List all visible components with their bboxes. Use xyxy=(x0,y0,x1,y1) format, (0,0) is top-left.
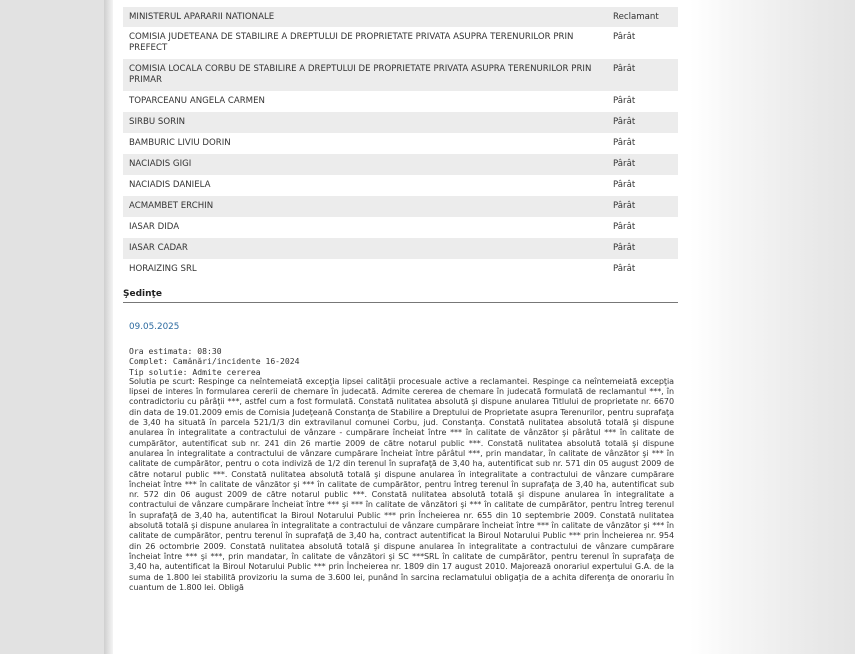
party-row xyxy=(123,175,678,196)
party-role: Pârât xyxy=(607,217,678,238)
party-role: Pârât xyxy=(607,91,678,112)
party-name: COMISIA JUDETEANA DE STABILIRE A DREPTULUI DE PROPRIETATE PRIVATA ASUPRA TERENURILOR PRIN PREFECT xyxy=(123,27,607,59)
hearing-entry xyxy=(123,322,678,593)
party-role: Pârât xyxy=(607,59,678,91)
party-row xyxy=(123,133,678,154)
party-role: Pârât xyxy=(607,27,678,59)
party-role: Pârât xyxy=(607,154,678,175)
party-row xyxy=(123,259,678,280)
party-name: BAMBURIC LIVIU DORIN xyxy=(123,133,607,154)
party-name: ACMAMBET ERCHIN xyxy=(123,196,607,217)
party-name: IASAR DIDA xyxy=(123,217,607,238)
party-role: Pârât xyxy=(607,259,678,280)
party-role: Pârât xyxy=(607,196,678,217)
party-row xyxy=(123,91,678,112)
hearing-date: 09.05.2025 xyxy=(129,322,180,332)
party-name: NACIADIS DANIELA xyxy=(123,175,607,196)
party-name: SIRBU SORIN xyxy=(123,112,607,133)
party-role: Pârât xyxy=(607,238,678,259)
party-name: TOPARCEANU ANGELA CARMEN xyxy=(123,91,607,112)
hearings-section-title: Şedinţe xyxy=(123,289,678,303)
party-row xyxy=(123,217,678,238)
right-background-strip xyxy=(690,0,855,654)
left-background-strip xyxy=(0,0,113,654)
party-row xyxy=(123,112,678,133)
hearing-info xyxy=(129,346,672,593)
party-row xyxy=(123,59,678,91)
party-row xyxy=(123,27,678,59)
party-row xyxy=(123,238,678,259)
party-name: MINISTERUL APARARII NATIONALE xyxy=(123,7,607,27)
party-role: Reclamant xyxy=(607,7,678,27)
solution-type: Tip solutie: Admite cererea xyxy=(129,366,261,377)
solution-summary: Solutia pe scurt: Respinge ca neîntemeiată excepţia lipsei calităţii procesuale active a reclamantei. Respinge ca neîntemeiată excepţia lipsei de interes în formularea cererii de chemare în judecată. Admite cererea de chemare în judecată formulată de reclamantul ***, în contradictoriu cu pârâţii ***, astfel cum a fost formulată. Constată nulitatea absolută şi dispune anularea Titlului de proprietate nr. 6670 din data de 19.01.2009 emis de Comisia Judeţeană Constanţa de Stabilire a Dreptului de Proprietate asupra Terenurilor, pentru suprafaţa de 3,40 ha situată în parcela 521/1/3 din extravilanul comunei Corbu, jud. Constanţa. Constată nulitatea absolută totală şi dispune anularea în integralitate a contractului de vânzare - cumpărare încheiat între *** în calitate de vânzător şi pârâtul *** în calitate de cumpărător, autentificat sub nr. 241 din 26 martie 2009 de către notarul public ***. Constată nulitatea absolută totală şi dispune anularea în integralitate a contractului de vânzare cumpărare încheiat între pârâtul ***, prin mandatar, în calitate de vânzător şi *** în calitate de cumpărător, pentru o cota indiviză de 1/2 din terenul în suprafaţă de 3,40 ha, autentificat sub nr. 571 din 05 august 2009 de către notarul public ***. Constată nulitatea absolută totală şi dispune anularea în integralitate a contractului de vânzare cumpărare încheiat între *** în calitate de vânzător şi *** în calitate de cumpărător, pentru întreg terenul în suprafaţa de 3,40 ha, autentificat sub nr. 572 din 06 august 2009 de către notarul public ***. Constată nulitatea absolută totală şi dispune anularea în integralitate a contractului de vânzare cumpărare încheiat între *** şi *** în calitate de vânzători şi *** în calitate de cumpărător, pentru întreg terenul în suprafaţă de 3,40 ha, autentificat la Biroul Notarului Public *** prin Încheierea nr. 655 din 10 septembrie 2009. Constată nulitatea absolută totală şi dispune anularea în integralitate a contractului de vânzare cumpărare încheiat între *** în calitate de vânzător şi *** în calitate de cumpărător, pentru terenul în suprafaţă de 3,40 ha, contract autentificat la Biroul Notarului Public *** prin Încheierea nr. 954 din 26 octombrie 2009. Constată nulitatea absolută totală şi dispune anularea în integralitate a contractului de vânzare cumpărare încheiat între *** şi ***, prin mandatar, în calitate de vânzători şi SC ***SRL în calitate de cumpărător, pentru terenul în suprafaţa de 3,40 ha, autentificat la Biroul Notarului Public *** prin Încheierea nr. 1809 din 17 august 2010. Majorează onorariul expertului G.A. de la suma de 1.800 lei stabilită provizoriu la suma de 3.600 lei, punând în sarcina reclamatului obligaţia de a achita diferenţa de onorariu în cuantum de 1.800 lei. Obligă xyxy=(129,376,674,592)
party-row xyxy=(123,7,678,27)
party-role: Pârât xyxy=(607,112,678,133)
case-details-panel xyxy=(123,7,678,593)
party-name: IASAR CADAR xyxy=(123,238,607,259)
estimated-time: Ora estimata: 08:30 xyxy=(129,346,222,356)
parties-table xyxy=(123,7,678,280)
party-row xyxy=(123,154,678,175)
party-name: HORAIZING SRL xyxy=(123,259,607,280)
party-name: COMISIA LOCALA CORBU DE STABILIRE A DREPTULUI DE PROPRIETATE PRIVATA ASUPRA TERENURILOR PRIN PRIMAR xyxy=(123,59,607,91)
panel-complet: Complet: Camănări/incidente 16-2024 xyxy=(129,356,300,367)
party-role: Pârât xyxy=(607,175,678,196)
party-role: Pârât xyxy=(607,133,678,154)
party-name: NACIADIS GIGI xyxy=(123,154,607,175)
party-row xyxy=(123,196,678,217)
